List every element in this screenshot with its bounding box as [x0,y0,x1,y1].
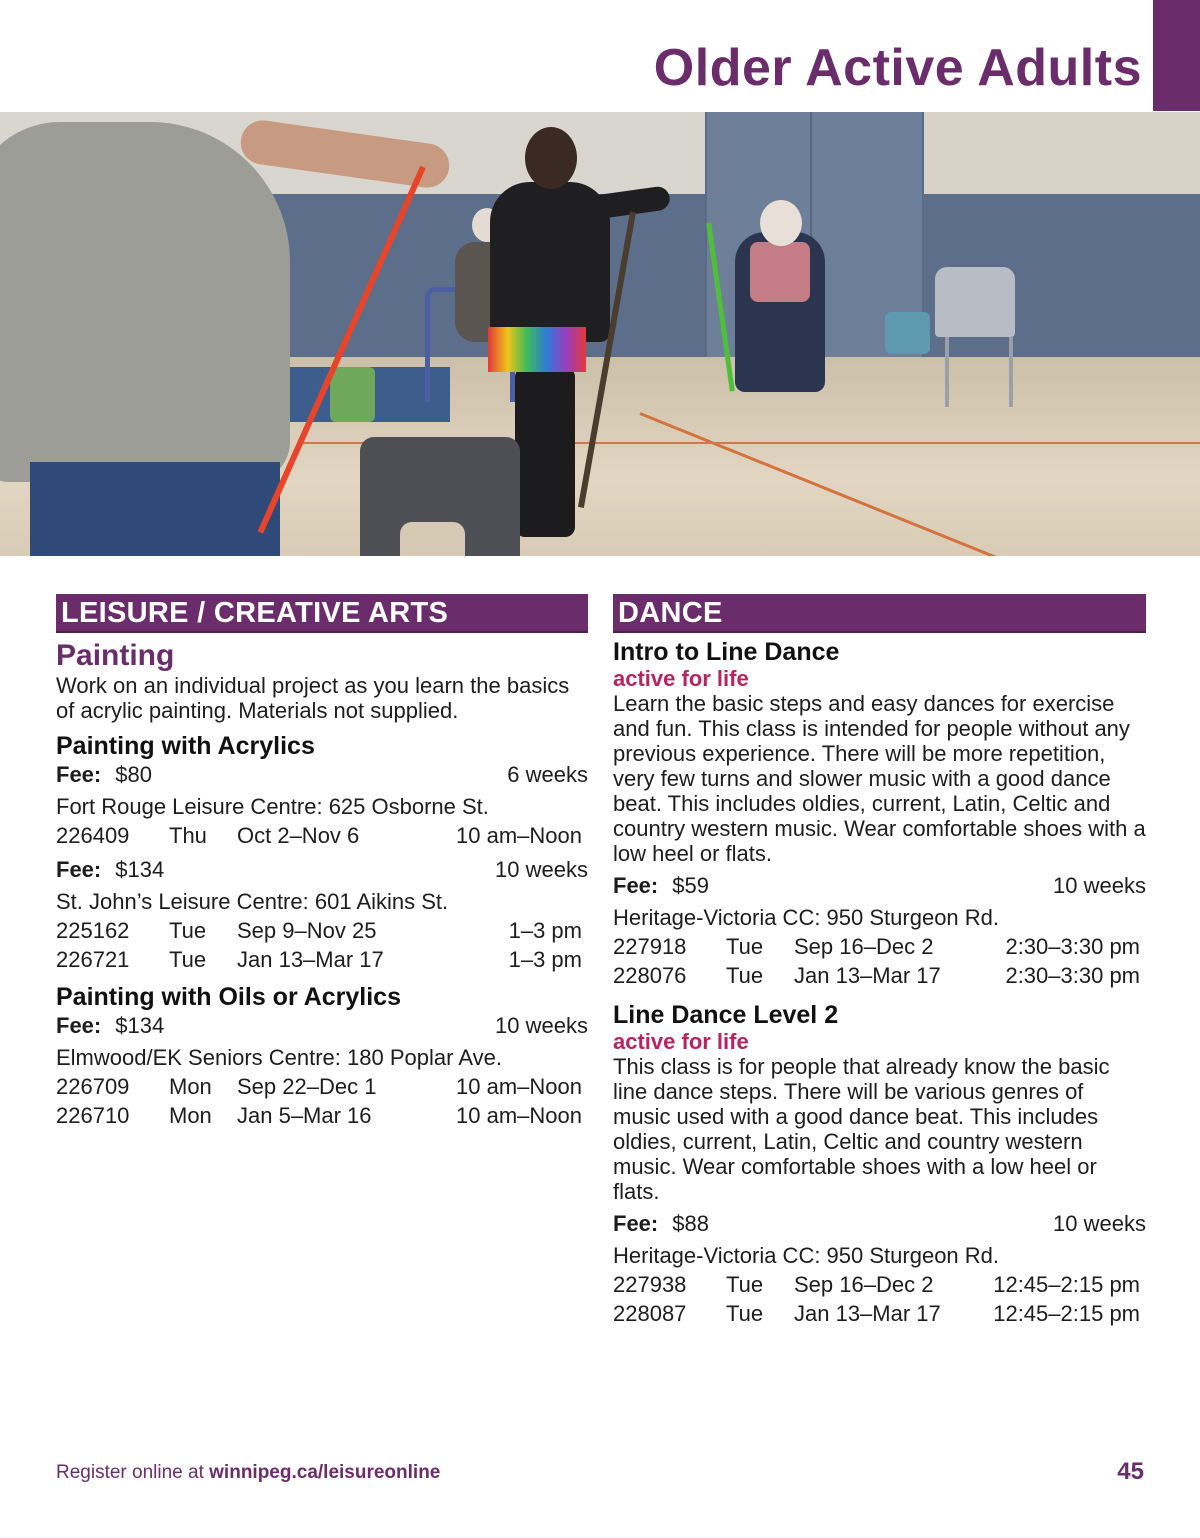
session-day: Tue [169,947,207,972]
location: Heritage-Victoria CC: 950 Sturgeon Rd. [613,905,1000,930]
fee-label: Fee: [56,762,102,787]
left-column [56,594,588,1130]
session-row [56,821,588,850]
fee-value: $59 [672,873,709,898]
session-row [56,916,588,945]
duration: 10 weeks [1053,1211,1146,1236]
session-time: 10 am–Noon [456,1103,582,1128]
session-time: 1–3 pm [508,918,582,943]
right-column [613,594,1146,1328]
fee-label: Fee: [56,1013,102,1038]
session-day: Tue [169,918,207,943]
course-title: Intro to Line Dance [613,638,840,666]
duration: 10 weeks [495,1013,588,1038]
session-code: 226710 [56,1103,130,1128]
session-day: Tue [726,1272,764,1297]
session-dates: Jan 13–Mar 17 [794,1301,941,1326]
session-code: 225162 [56,918,130,943]
session-day: Mon [169,1074,212,1099]
active-for-life-tag: active for life [613,1029,749,1054]
footer-register [56,1462,440,1484]
session-day: Tue [726,1301,764,1326]
session-code: 227918 [613,934,687,959]
fee-row [56,761,588,789]
session-dates: Sep 16–Dec 2 [794,1272,934,1297]
corner-accent-bar [1153,0,1200,111]
location: Elmwood/EK Seniors Centre: 180 Poplar Ave. [56,1045,502,1070]
session-dates: Jan 13–Mar 17 [237,947,384,972]
location: Heritage-Victoria CC: 950 Sturgeon Rd. [613,1243,1000,1268]
section-header-leisure: LEISURE / CREATIVE ARTS [56,594,588,633]
location: St. John’s Leisure Centre: 601 Aikins St. [56,889,449,914]
fee-label: Fee: [613,1211,659,1236]
session-row [56,1101,588,1130]
session-row [613,1299,1146,1328]
section-header-dance: DANCE [613,594,1146,633]
category-description: Work on an individual project as you learn the basics of acrylic painting. Materials not supplied. [56,673,570,723]
footer-link[interactable]: winnipeg.ca/leisureonline [209,1462,441,1483]
session-dates: Oct 2–Nov 6 [237,823,360,848]
session-dates: Sep 22–Dec 1 [237,1074,377,1099]
page-title: Older Active Adults [653,39,1142,97]
course-description: Learn the basic steps and easy dances for exercise and fun. This class is intended for people without any previous experience. There will be more repetition, very few turns and slower music with a good dance beat. This includes oldies, current, Latin, Celtic and country western music. Wear comfortable shoes with a low heel or flats. [613,691,1146,866]
session-day: Tue [726,934,764,959]
fee-row [613,872,1146,900]
session-code: 228076 [613,963,687,988]
duration: 10 weeks [1053,873,1146,898]
session-time: 2:30–3:30 pm [1005,934,1140,959]
session-time: 1–3 pm [508,947,582,972]
active-for-life-tag: active for life [613,666,749,691]
session-time: 10 am–Noon [456,823,582,848]
session-dates: Sep 16–Dec 2 [794,934,934,959]
course-description: This class is for people that already know the basic line dance steps. There will be various genres of music used with a good dance beat. This includes oldies, current, Latin, Celtic and country western music. Wear comfortable shoes with a low heel or flats. [613,1054,1110,1204]
fee-row [56,856,588,884]
session-dates: Jan 13–Mar 17 [794,963,941,988]
session-row [613,961,1146,990]
session-day: Tue [726,963,764,988]
duration: 6 weeks [507,762,588,787]
category-title: Painting [56,639,175,672]
session-code: 226709 [56,1074,130,1099]
page-number: 45 [1117,1458,1144,1485]
session-day: Thu [169,823,207,848]
course-title: Painting with Acrylics [56,732,315,760]
session-row [613,1270,1146,1299]
session-code: 228087 [613,1301,687,1326]
session-code: 227938 [613,1272,687,1297]
location: Fort Rouge Leisure Centre: 625 Osborne St. [56,794,489,819]
fee-label: Fee: [56,857,102,882]
session-time: 10 am–Noon [456,1074,582,1099]
course-title: Line Dance Level 2 [613,1001,839,1029]
session-row [56,1072,588,1101]
session-code: 226721 [56,947,130,972]
session-code: 226409 [56,823,130,848]
session-day: Mon [169,1103,212,1128]
fee-row [56,1012,588,1040]
session-row [613,932,1146,961]
session-dates: Sep 9–Nov 25 [237,918,377,943]
fee-label: Fee: [613,873,659,898]
session-dates: Jan 5–Mar 16 [237,1103,372,1128]
footer-prefix: Register online at [56,1462,204,1483]
session-time: 12:45–2:15 pm [993,1272,1140,1297]
fee-value: $134 [115,857,165,882]
fee-value: $80 [115,762,152,787]
session-time: 2:30–3:30 pm [1005,963,1140,988]
session-time: 12:45–2:15 pm [993,1301,1140,1326]
fee-value: $88 [672,1211,709,1236]
session-row [56,945,588,974]
fee-value: $134 [115,1013,165,1038]
hero-photo [0,112,1200,556]
course-title: Painting with Oils or Acrylics [56,983,401,1011]
duration: 10 weeks [495,857,588,882]
fee-row [613,1210,1146,1238]
